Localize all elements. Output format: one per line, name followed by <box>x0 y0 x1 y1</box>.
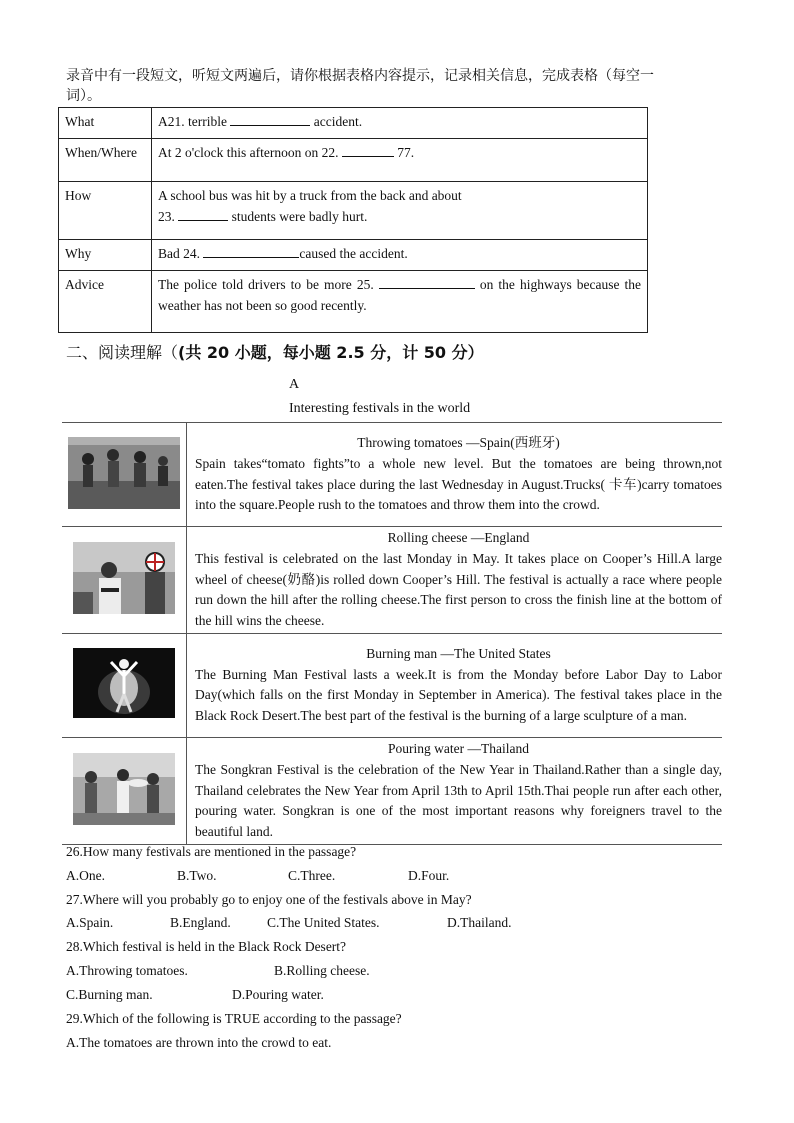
passage-title: Interesting festivals in the world <box>289 401 471 416</box>
festival-text: This festival is celebrated on the last Monday in May. It takes place on Cooper’s Hill.A large wheel of cheese(奶酪)is rolled down Cooper’s Hill. The festival is actually a race where people run down the hill after the rolling cheese.The first person to cross the finish line at the bottom of the hill wins the cheese. <box>195 550 722 629</box>
row-label: Advice <box>59 271 152 333</box>
section-heading <box>66 340 484 363</box>
row-label: How <box>59 182 152 240</box>
section-title: 二、阅读理解（ <box>66 343 179 362</box>
question-28-options-2 <box>66 986 324 1004</box>
option-d[interactable]: D.Pouring water. <box>232 987 324 1002</box>
festival-text: The Burning Man Festival lasts a week.It is from the Monday before Labor Day to Labor Day(which falls on the first Monday in September in America). The festival takes place in the Black Rock Desert.The best part of the festival is the burning of a large sculpture of a man. <box>195 666 722 724</box>
row-text: The police told drivers to be more 25. <box>158 277 374 292</box>
passage-letter: A <box>289 377 300 392</box>
option-a[interactable]: A.The tomatoes are thrown into the crowd to eat. <box>66 1035 332 1050</box>
option-b[interactable]: B.Rolling cheese. <box>274 963 370 978</box>
burning-man-photo <box>73 648 175 718</box>
question-28: 28.Which festival is held in the Black Rock Desert? <box>66 939 347 954</box>
answer-blank-24[interactable] <box>203 244 299 258</box>
option-c[interactable]: C.The United States. <box>267 915 380 930</box>
option-c[interactable]: C.Three. <box>288 868 336 883</box>
row-content <box>152 182 648 240</box>
option-d[interactable]: D.Four. <box>408 868 450 883</box>
cheese-rolling-photo <box>73 542 175 614</box>
listening-instruction: 录音中有一段短文，听短文两遍后，请你根据表格内容提示，记录相关信息，完成表格（每空一词）。 <box>66 68 654 104</box>
row-text: students were badly hurt. <box>231 209 368 224</box>
answer-blank-21[interactable] <box>230 112 310 126</box>
row-content <box>152 139 648 182</box>
festival-title: Burning man —The United States <box>366 645 551 661</box>
question-26: 26.How many festivals are mentioned in the passage? <box>66 844 357 859</box>
row-label: What <box>59 108 152 139</box>
option-c[interactable]: C.Burning man. <box>66 987 153 1002</box>
row-text: caused the accident. <box>299 246 408 261</box>
option-a[interactable]: A.One. <box>66 868 105 883</box>
tomato-festival-photo <box>68 437 180 509</box>
answer-blank-23[interactable] <box>178 207 228 221</box>
festival-title: Rolling cheese —England <box>387 530 530 545</box>
option-b[interactable]: B.Two. <box>177 868 217 883</box>
question-27-options <box>66 914 511 932</box>
row-content <box>152 240 648 271</box>
row-text: accident. <box>313 114 363 129</box>
row-text: A school bus was hit by a truck from the back and about <box>158 188 462 203</box>
festival-table <box>62 422 722 845</box>
question-29: 29.Which of the following is TRUE according to the passage? <box>66 1011 402 1026</box>
row-text: 77. <box>397 145 415 160</box>
row-text: A21. terrible <box>158 114 227 129</box>
row-text: At 2 o'clock this afternoon on 22. <box>158 145 339 160</box>
option-b[interactable]: B.England. <box>170 915 231 930</box>
row-content <box>152 108 648 139</box>
festival-title: Pouring water —Thailand <box>388 740 529 756</box>
answer-blank-22[interactable] <box>342 143 394 157</box>
row-text: 23. <box>158 209 175 224</box>
question-28-options-1 <box>66 962 370 980</box>
festival-title: Throwing tomatoes —Spain(西班牙) <box>357 434 560 450</box>
question-26-options <box>66 867 449 885</box>
festival-text: Spain takes“tomato fights”to a whole new level. But the tomatoes are being thrown,not eaten.The festival takes place during the last Wednesday in August.Trucks( 卡车)carry tomatoes into the square.People rush to the tomatoes and throw them into the crowd. <box>195 455 722 513</box>
option-a[interactable]: A.Spain. <box>66 915 114 930</box>
row-label: Why <box>59 240 152 271</box>
row-label: When/Where <box>59 139 152 182</box>
row-content <box>152 271 648 333</box>
songkran-festival-photo <box>73 753 175 825</box>
option-a[interactable]: A.Throwing tomatoes. <box>66 963 188 978</box>
option-d[interactable]: D.Thailand. <box>447 915 512 930</box>
row-text: Bad 24. <box>158 246 200 261</box>
section-scoring: (共 20 小题，每小题 2.5 分，计 50 分） <box>178 343 484 362</box>
answer-blank-25[interactable] <box>379 275 475 289</box>
row-text: on the highways because the weather has not been so good recently. <box>158 277 642 313</box>
festival-text: The Songkran Festival is the celebration of the New Year in Thailand.Rather than a single day, Thailand celebrates the New Year from April 13th to April 15th.Thai people run after each other, pouring water. Songkran is one of the most important reasons why foreigners travel to the beautiful land. <box>195 761 722 840</box>
question-27: 27.Where will you probably go to enjoy one of the festivals above in May? <box>66 892 472 907</box>
listening-table <box>58 107 648 333</box>
